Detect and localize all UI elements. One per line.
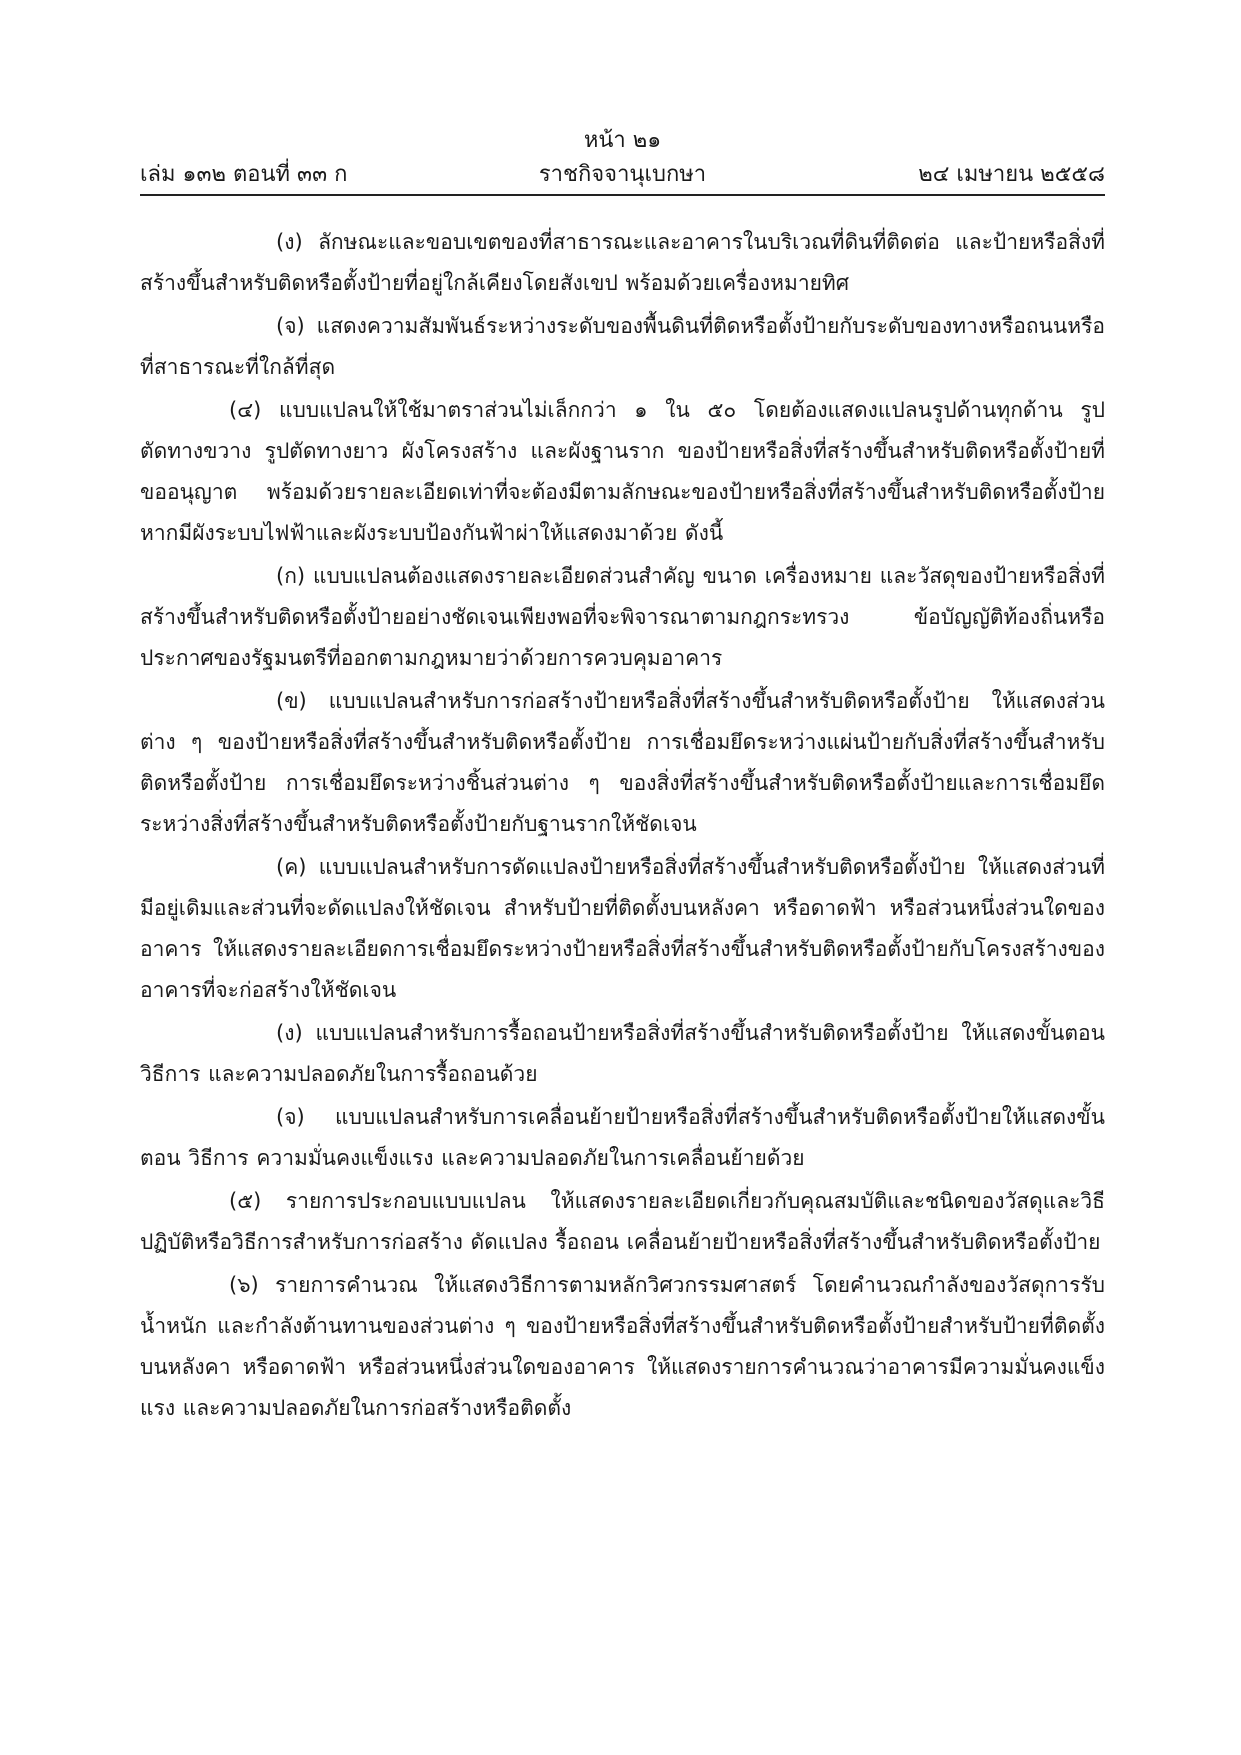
running-header: [140, 156, 1105, 194]
paragraph-ko: (ก) แบบแปลนต้องแสดงรายละเอียดส่วนสำคัญ ขนาด เครื่องหมาย และวัสดุของป้ายหรือสิ่งที่สร้างขึ้นสำหรับติดหรือตั้งป้ายอย่างชัดเจนเพียงพอที่จะพิจารณาตามกฎกระทรวง ข้อบัญญัติท้องถิ่นหรือประกาศของรัฐมนตรีที่ออกตามกฎหมายว่าด้วยการควบคุมอาคาร: [140, 564, 1105, 670]
paragraph-kho-khwai: (ค) แบบแปลนสำหรับการดัดแปลงป้ายหรือสิ่งที่สร้างขึ้นสำหรับติดหรือตั้งป้าย ให้แสดงส่วนที่มีอยู่เดิมและส่วนที่จะดัดแปลงให้ชัดเจน สำหรับป้ายที่ติดตั้งบนหลังคา หรือดาดฟ้า หรือส่วนหนึ่งส่วนใดของอาคาร ให้แสดงรายละเอียดการเชื่อมยึดระหว่างป้ายหรือสิ่งที่สร้างขึ้นสำหรับติดหรือตั้งป้ายกับโครงสร้างของอาคารที่จะก่อสร้างให้ชัดเจน: [140, 855, 1105, 1002]
body-text: [140, 222, 1105, 1429]
paragraph-cho-2: (จ) แบบแปลนสำหรับการเคลื่อนย้ายป้ายหรือสิ่งที่สร้างขึ้นสำหรับติดหรือตั้งป้ายให้แสดงขั้นตอน วิธีการ ความมั่นคงแข็งแรง และความปลอดภัยในการเคลื่อนย้ายด้วย: [140, 1105, 1105, 1170]
header-rule: [140, 194, 1105, 196]
paragraph-ngo-1: (ง) ลักษณะและขอบเขตของที่สาธารณะและอาคารในบริเวณที่ดินที่ติดต่อ และป้ายหรือสิ่งที่สร้างขึ้นสำหรับติดหรือตั้งป้ายที่อยู่ใกล้เคียงโดยสังเขป พร้อมด้วยเครื่องหมายทิศ: [140, 230, 1105, 295]
paragraph-clause-5: (๕) รายการประกอบแบบแปลน ให้แสดงรายละเอียดเกี่ยวกับคุณสมบัติและชนิดของวัสดุและวิธีปฏิบัติหรือวิธีการสำหรับการก่อสร้าง ดัดแปลง รื้อถอน เคลื่อนย้ายป้ายหรือสิ่งที่สร้างขึ้นสำหรับติดหรือตั้งป้าย: [140, 1189, 1105, 1254]
paragraph-cho-1: (จ) แสดงความสัมพันธ์ระหว่างระดับของพื้นดินที่ติดหรือตั้งป้ายกับระดับของทางหรือถนนหรือที่สาธารณะที่ใกล้ที่สุด: [140, 314, 1105, 379]
publication-title: ราชกิจจานุเบกษา: [538, 162, 707, 187]
paragraph-kho: (ข) แบบแปลนสำหรับการก่อสร้างป้ายหรือสิ่งที่สร้างขึ้นสำหรับติดหรือตั้งป้าย ให้แสดงส่วนต่าง ๆ ของป้ายหรือสิ่งที่สร้างขึ้นสำหรับติดหรือตั้งป้าย การเชื่อมยึดระหว่างแผ่นป้ายกับสิ่งที่สร้างขึ้นสำหรับติดหรือตั้งป้าย การเชื่อมยึดระหว่างชิ้นส่วนต่าง ๆ ของสิ่งที่สร้างขึ้นสำหรับติดหรือตั้งป้ายและการเชื่อมยึดระหว่างสิ่งที่สร้างขึ้นสำหรับติดหรือตั้งป้ายกับฐานรากให้ชัดเจน: [140, 689, 1105, 836]
publication-date: ๒๔ เมษายน ๒๕๕๘: [918, 162, 1105, 187]
volume-issue: เล่ม ๑๓๒ ตอนที่ ๓๓ ก: [140, 162, 348, 187]
document-page: [140, 126, 1105, 1431]
page-number: หน้า ๒๑: [583, 128, 662, 153]
paragraph-clause-6: (๖) รายการคำนวณ ให้แสดงวิธีการตามหลักวิศวกรรมศาสตร์ โดยคำนวณกำลังของวัสดุการรับน้ำหนัก และกำลังต้านทานของส่วนต่าง ๆ ของป้ายหรือสิ่งที่สร้างขึ้นสำหรับติดหรือตั้งป้ายสำหรับป้ายที่ติดตั้งบนหลังคา หรือดาดฟ้า หรือส่วนหนึ่งส่วนใดของอาคาร ให้แสดงรายการคำนวณว่าอาคารมีความมั่นคงแข็งแรง และความปลอดภัยในการก่อสร้างหรือติดตั้ง: [140, 1273, 1105, 1420]
paragraph-clause-4: (๔) แบบแปลนให้ใช้มาตราส่วนไม่เล็กกว่า ๑ ใน ๕๐ โดยต้องแสดงแปลนรูปด้านทุกด้าน รูปตัดทางขวาง รูปตัดทางยาว ผังโครงสร้าง และผังฐานราก ของป้ายหรือสิ่งที่สร้างขึ้นสำหรับติดหรือตั้งป้ายที่ขออนุญาต พร้อมด้วยรายละเอียดเท่าที่จะต้องมีตามลักษณะของป้ายหรือสิ่งที่สร้างขึ้นสำหรับติดหรือตั้งป้าย หากมีผังระบบไฟฟ้าและผังระบบป้องกันฟ้าผ่าให้แสดงมาด้วย ดังนี้: [140, 398, 1105, 545]
paragraph-ngo-2: (ง) แบบแปลนสำหรับการรื้อถอนป้ายหรือสิ่งที่สร้างขึ้นสำหรับติดหรือตั้งป้าย ให้แสดงขั้นตอน วิธีการ และความปลอดภัยในการรื้อถอนด้วย: [140, 1021, 1105, 1086]
